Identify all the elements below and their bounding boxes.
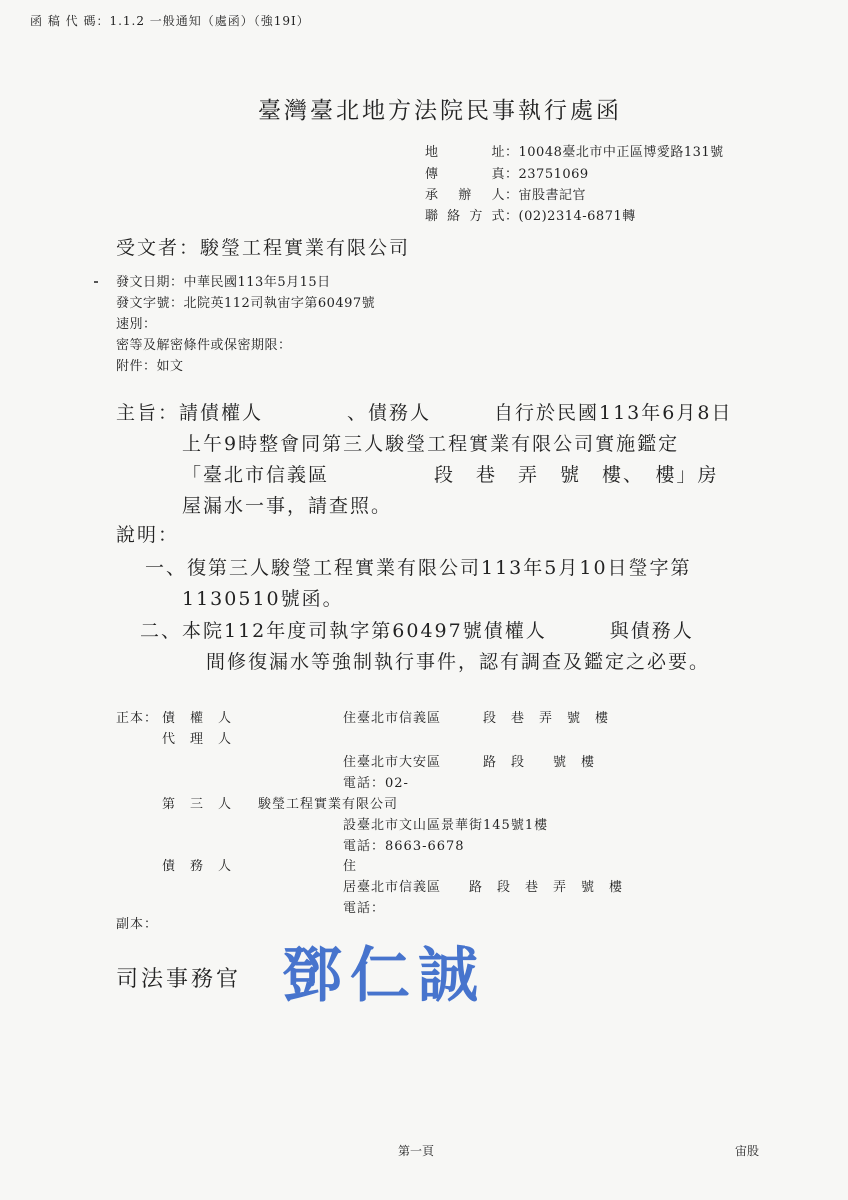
issue-date: 發文日期：中華民國113年5月15日 <box>116 275 331 290</box>
explanation-item-2-line-1: 二、本院112年度司執字第60497號債權人 與債務人 <box>140 620 694 642</box>
signature-stamp <box>278 930 528 1020</box>
sender-handler-key: 承辦人 <box>425 188 505 203</box>
sender-contact <box>425 205 636 224</box>
page-number: 第一頁 <box>398 1144 435 1158</box>
agent-phone: 電話：02- <box>343 776 409 791</box>
sender-address <box>425 141 724 160</box>
form-code: 函 稿 代 碼：1.1.2 一般通知（處函）（強19I） <box>30 14 310 28</box>
attachment: 附件：如文 <box>116 359 184 374</box>
explanation-item-1-line-2: 1130510號函。 <box>182 588 344 610</box>
subject-line-1: 主旨：請債權人 、債務人 自行於民國113年6月8日 <box>116 402 733 424</box>
sender-fax <box>425 163 589 182</box>
creditor-address: 住臺北市信義區 段 巷 弄 號 樓 <box>343 711 610 726</box>
sender-address-value: ：10048臺北市中正區博愛路131號 <box>505 145 724 160</box>
delivery-speed: 速別： <box>116 317 157 332</box>
footer-code: 宙股 <box>735 1144 760 1158</box>
sender-handler-value: ：宙股書記官 <box>505 188 587 203</box>
original-label: 正本： <box>116 711 159 726</box>
debtor-domicile: 住 <box>343 859 358 874</box>
explanation-item-2-line-2: 間修復漏水等強制執行事件，認有調查及鑑定之必要。 <box>206 651 711 673</box>
debtor-role: 債 務 人 <box>162 859 233 874</box>
subject-line-2: 上午9時整會同第三人駿瑩工程實業有限公司實施鑑定 <box>182 433 680 455</box>
secrecy-level: 密等及解密條件或保密期限： <box>116 338 292 353</box>
agent-role: 代 理 人 <box>162 732 233 747</box>
issue-number: 發文字號：北院英112司執宙字第60497號 <box>116 296 376 311</box>
signer-title: 司法事務官 <box>116 967 242 992</box>
sender-fax-key: 傳 真 <box>425 167 505 182</box>
recipient: 受文者：駿瑩工程實業有限公司 <box>116 237 411 259</box>
document-title: 臺灣臺北地方法院民事執行處函 <box>258 98 622 124</box>
sender-fax-value: ：23751069 <box>505 167 589 182</box>
cc-label: 副本： <box>116 917 159 932</box>
sender-contact-key: 聯絡方式 <box>425 209 505 224</box>
third-party-phone: 電話：8663-6678 <box>343 839 465 854</box>
third-party-name: 駿瑩工程實業有限公司 <box>258 797 399 812</box>
third-party-address: 設臺北市文山區景華街145號1樓 <box>343 818 549 833</box>
third-party-role: 第 三 人 <box>162 797 233 812</box>
subject-line-4: 屋漏水一事，請查照。 <box>182 495 393 517</box>
sender-address-key: 地 址 <box>425 145 505 160</box>
debtor-phone: 電話： <box>343 901 386 916</box>
sender-contact-value: ：(02)2314-6871轉 <box>505 209 636 224</box>
sender-handler <box>425 184 586 203</box>
signature-stamp-text: 鄧仁誠 <box>282 941 486 1011</box>
subject-line-3: 「臺北市信義區 段 巷 弄 號 樓、 樓」房 <box>182 464 719 486</box>
margin-mark <box>94 281 98 283</box>
creditor-role: 債 權 人 <box>162 711 233 726</box>
agent-address: 住臺北市大安區 路 段 號 樓 <box>343 755 596 770</box>
explanation-item-1-line-1: 一、復第三人駿瑩工程實業有限公司113年5月10日瑩字第 <box>145 557 692 579</box>
explanation-heading: 說明： <box>116 524 180 546</box>
debtor-residence: 居臺北市信義區 路 段 巷 弄 號 樓 <box>343 880 624 895</box>
